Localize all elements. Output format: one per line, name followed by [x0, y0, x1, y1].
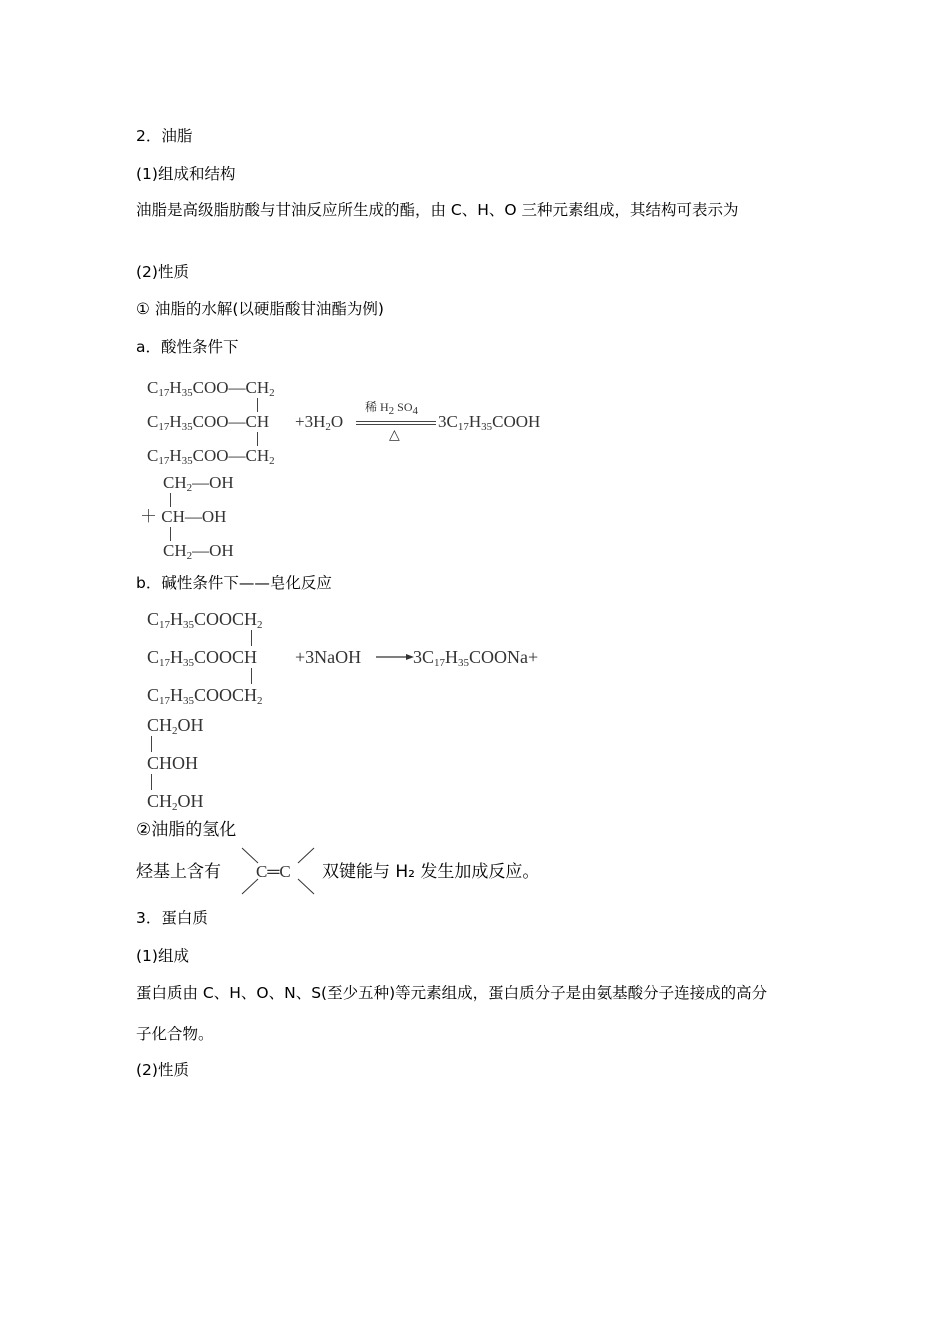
ester-row-3: $C_{17}H_{35}COOCH_2$: [147, 685, 263, 707]
protein-description-line-2: 子化合物。: [136, 1025, 214, 1043]
alkene-label: C═C: [256, 862, 291, 881]
bond-line: [170, 527, 171, 541]
bond-line: [170, 493, 171, 507]
right-arrow-icon: [376, 650, 414, 664]
heat-symbol: △: [389, 428, 400, 443]
glycerol-row-1: $CH_2OH$: [147, 715, 204, 737]
ester-row-1: $C_{17}H_{35}COOCH_2$: [147, 609, 263, 631]
glycerol-row-2: ＋ CH—OH: [140, 507, 227, 526]
bond-line: [251, 668, 252, 684]
bond-line: [151, 736, 152, 752]
ester-row-2: $C_{17}H_{35}COOCH$: [147, 647, 258, 669]
bond-line: [257, 432, 258, 446]
stearic-acid-product: $3C_{17}H_{35}COOH$: [438, 412, 541, 433]
item-hydrogenation: ②油脂的氢化: [136, 820, 237, 840]
soap-product: $3C_{17}H_{35}COONa+$: [413, 647, 539, 669]
protein-description-line-1: 蛋白质由 C、H、O、N、S(至少五种)等元素组成，蛋白质分子是由氨基酸分子连接成的高分: [136, 984, 768, 1002]
subheading-properties: (2)性质: [136, 1061, 189, 1079]
item-hydrolysis: ① 油脂的水解(以硬脂酸甘油酯为例): [136, 300, 384, 318]
subheading-properties: (2)性质: [136, 263, 189, 281]
bond-line: [251, 630, 252, 646]
item-basic-condition: b．碱性条件下——皂化反应: [136, 574, 332, 592]
item-acidic-condition: a．酸性条件下: [136, 338, 239, 356]
reversible-arrow-top: [356, 421, 436, 422]
bond-line: [257, 398, 258, 412]
reaction-condition-acid: 稀 $H_2$ $SO_4$: [365, 400, 419, 417]
ester-row-1: $C_{17}H_{35}COO—CH_2$: [147, 378, 275, 399]
section-heading-protein: 3．蛋白质: [136, 909, 208, 927]
glycerol-row-3: $CH_2OH$: [147, 791, 204, 813]
glycerol-row-3: $CH_2—OH$: [163, 541, 234, 562]
reversible-arrow-bottom: [356, 424, 436, 425]
hydrogenation-suffix: 双键能与 H₂ 发生加成反应。: [322, 862, 540, 882]
ester-row-3: $C_{17}H_{35}COO—CH_2$: [147, 446, 275, 467]
lipid-description: 油脂是高级脂肪酸与甘油反应所生成的酯，由 C、H、O 三种元素组成，其结构可表示为: [136, 201, 739, 219]
subheading-composition: (1)组成和结构: [136, 165, 236, 183]
hydrogenation-prefix: 烃基上含有: [136, 862, 221, 882]
water-reactant: $+3H_2O$: [295, 412, 344, 433]
ester-row-2: $C_{17}H_{35}COO—CH$: [147, 412, 270, 433]
section-heading-lipids: 2．油脂: [136, 127, 193, 145]
glycerol-row-1: $CH_2—OH$: [163, 473, 234, 494]
bond-line: [151, 774, 152, 790]
naoh-reactant: +3NaOH: [295, 647, 362, 667]
subheading-composition: (1)组成: [136, 947, 189, 965]
glycerol-row-2: CHOH: [147, 753, 199, 773]
